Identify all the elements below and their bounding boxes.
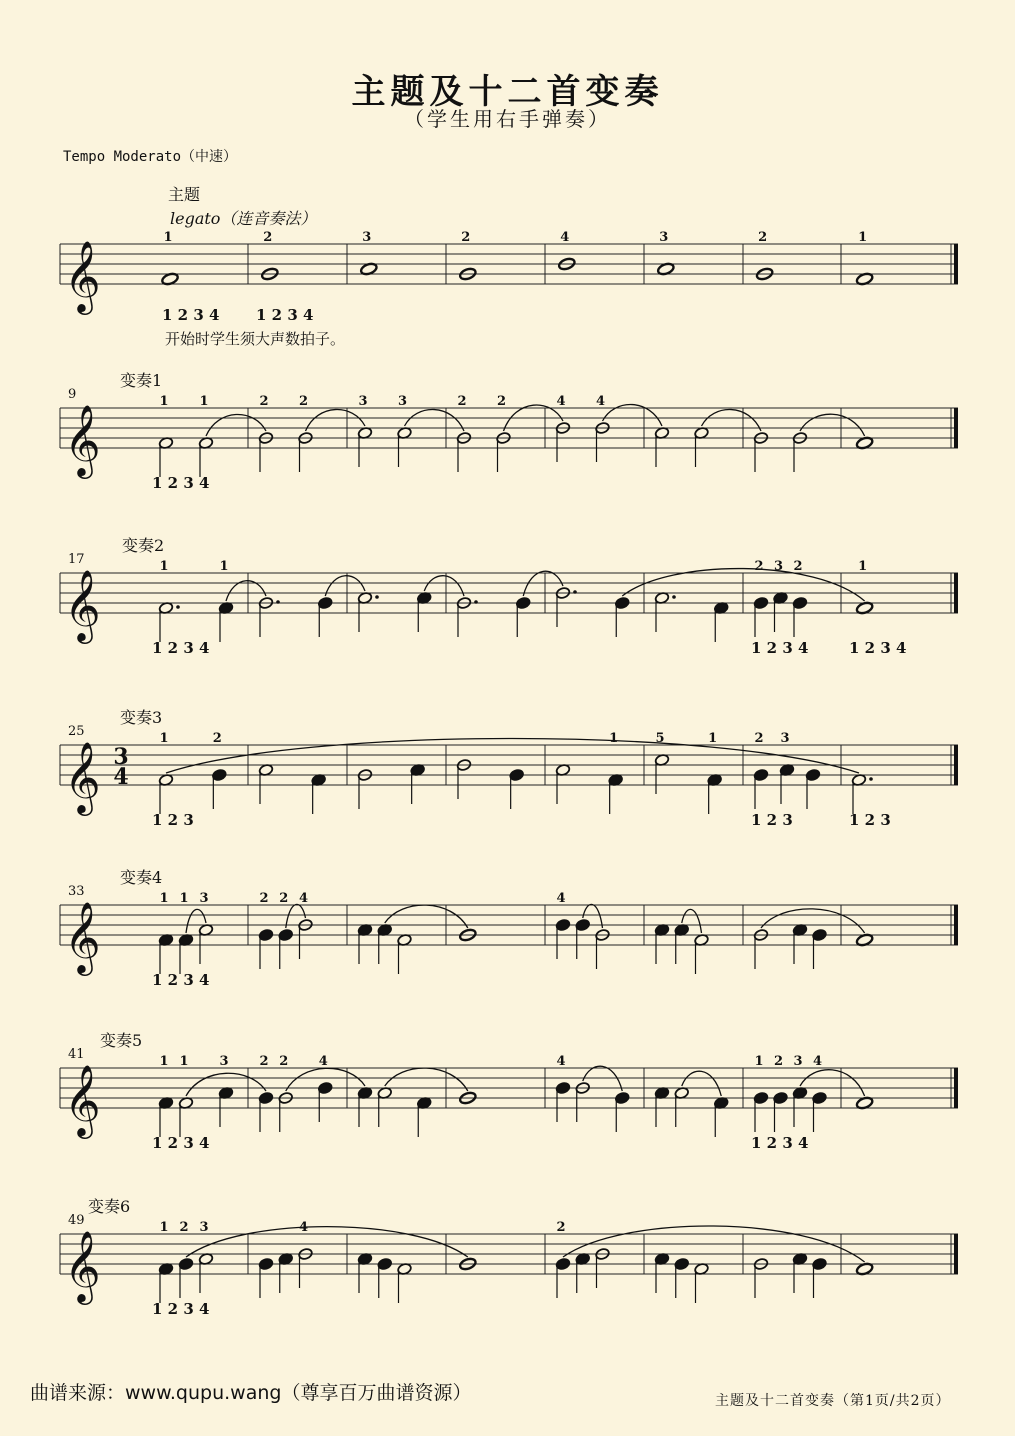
instruction-text: 开始时学生须大声数拍子。 bbox=[165, 330, 346, 348]
variation-label: 变奏3 bbox=[120, 708, 163, 727]
variation-label: 变奏4 bbox=[120, 868, 163, 887]
quarter-note bbox=[753, 596, 768, 609]
fingering-number: 3 bbox=[219, 1054, 229, 1069]
fingering-number: 1 bbox=[159, 394, 169, 409]
treble-clef-icon: 𝄞 bbox=[64, 239, 101, 312]
fingering-number: 4 bbox=[560, 230, 570, 245]
quarter-note bbox=[812, 1257, 827, 1270]
expression-marking: legato（连音奏法） bbox=[170, 209, 317, 228]
beat-count: 1 2 3 4 bbox=[152, 474, 210, 492]
quarter-note bbox=[615, 596, 630, 609]
fingering-number: 2 bbox=[461, 230, 471, 245]
slur bbox=[186, 1227, 468, 1257]
quarter-note bbox=[753, 768, 768, 781]
fingering-number: 2 bbox=[754, 559, 764, 574]
treble-clef-icon: 𝄞 bbox=[64, 1063, 101, 1136]
slur bbox=[800, 1070, 865, 1096]
quarter-note bbox=[377, 1257, 392, 1270]
measure-number: 25 bbox=[68, 724, 85, 739]
fingering-number: 1 bbox=[179, 1054, 189, 1069]
beat-count: 1 2 3 4 bbox=[849, 639, 907, 657]
fingering-number: 1 bbox=[858, 230, 868, 245]
beat-count: 1 2 3 bbox=[751, 811, 793, 829]
quarter-note bbox=[509, 768, 524, 781]
final-bar-thick bbox=[954, 244, 958, 284]
quarter-note bbox=[555, 1257, 570, 1270]
fingering-number: 2 bbox=[793, 559, 803, 574]
fingering-number: 2 bbox=[259, 394, 269, 409]
measure-number: 33 bbox=[68, 884, 85, 899]
fingering-number: 2 bbox=[279, 891, 289, 906]
fingering-number: 1 bbox=[159, 891, 169, 906]
beat-count: 1 2 3 bbox=[849, 811, 891, 829]
quarter-note bbox=[178, 1257, 193, 1270]
treble-clef-icon: 𝄞 bbox=[64, 900, 101, 973]
fingering-number: 2 bbox=[279, 1054, 289, 1069]
fingering-number: 3 bbox=[362, 230, 372, 245]
fingering-number: 2 bbox=[263, 230, 273, 245]
fingering-number: 2 bbox=[259, 1054, 269, 1069]
quarter-note bbox=[555, 918, 570, 931]
fingering-number: 3 bbox=[773, 559, 784, 574]
beat-count: 1 2 3 4 bbox=[152, 1300, 210, 1318]
augmentation-dot bbox=[375, 595, 379, 599]
quarter-note bbox=[753, 1091, 768, 1104]
fingering-number: 1 bbox=[708, 731, 718, 746]
beat-count: 1 2 3 4 bbox=[751, 1134, 809, 1152]
quarter-note bbox=[575, 918, 590, 931]
treble-clef-icon: 𝄞 bbox=[64, 1229, 101, 1302]
fingering-number: 4 bbox=[812, 1054, 823, 1069]
augmentation-dot bbox=[869, 777, 873, 781]
quarter-note bbox=[773, 1091, 788, 1104]
measure-number: 9 bbox=[68, 387, 77, 402]
variation-label: 变奏1 bbox=[120, 371, 163, 390]
quarter-note bbox=[318, 596, 333, 609]
fingering-number: 4 bbox=[556, 394, 566, 409]
fingering-number: 2 bbox=[773, 1054, 784, 1069]
fingering-number: 4 bbox=[318, 1054, 328, 1069]
quarter-note bbox=[674, 1257, 689, 1270]
quarter-note bbox=[812, 928, 827, 941]
augmentation-dot bbox=[276, 600, 280, 604]
fingering-number: 1 bbox=[754, 1054, 764, 1069]
fingering-number: 1 bbox=[159, 559, 169, 574]
final-bar-thick bbox=[954, 408, 958, 448]
fingering-number: 1 bbox=[858, 559, 868, 574]
fingering-number: 3 bbox=[199, 1220, 209, 1235]
fingering-number: 3 bbox=[793, 1054, 803, 1069]
fingering-number: 2 bbox=[212, 731, 222, 746]
beat-count: 1 2 3 4 bbox=[162, 306, 220, 324]
fingering-number: 1 bbox=[179, 891, 189, 906]
final-bar-thick bbox=[954, 1234, 958, 1274]
slur bbox=[186, 909, 206, 933]
variation-label: 主题 bbox=[168, 185, 201, 204]
fingering-number: 1 bbox=[159, 731, 169, 746]
beat-count: 1 2 3 4 bbox=[152, 1134, 210, 1152]
time-signature-bottom: 4 bbox=[113, 764, 129, 790]
variation-label: 变奏6 bbox=[88, 1197, 131, 1216]
fingering-number: 2 bbox=[298, 394, 309, 409]
fingering-number: 4 bbox=[556, 891, 566, 906]
beat-count: 1 2 3 4 bbox=[256, 306, 314, 324]
fingering-number: 2 bbox=[179, 1220, 189, 1235]
page-title: 主题及十二首变奏 bbox=[351, 72, 664, 112]
quarter-note bbox=[792, 596, 807, 609]
measure-number: 17 bbox=[68, 552, 85, 567]
tempo-marking: Tempo Moderato（中速） bbox=[63, 149, 238, 165]
quarter-note bbox=[805, 768, 820, 781]
fingering-number: 4 bbox=[595, 394, 606, 409]
augmentation-dot bbox=[573, 590, 577, 594]
fingering-number: 2 bbox=[556, 1220, 566, 1235]
augmentation-dot bbox=[176, 605, 180, 609]
beat-count: 1 2 3 4 bbox=[152, 639, 210, 657]
quarter-note bbox=[258, 1091, 273, 1104]
fingering-number: 3 bbox=[358, 394, 368, 409]
slur bbox=[286, 904, 306, 928]
treble-clef-icon: 𝄞 bbox=[64, 568, 101, 641]
quarter-note bbox=[258, 1257, 273, 1270]
quarter-note bbox=[318, 1081, 333, 1094]
source-credit: 曲谱来源：www.qupu.wang（尊享百万曲谱资源） bbox=[30, 1382, 472, 1404]
fingering-number: 1 bbox=[159, 1054, 169, 1069]
final-bar-thick bbox=[954, 1068, 958, 1108]
quarter-note bbox=[812, 1091, 827, 1104]
quarter-note bbox=[212, 768, 227, 781]
fingering-number: 2 bbox=[259, 891, 269, 906]
page-subtitle: （学生用右手弹奏） bbox=[404, 107, 611, 131]
quarter-note bbox=[615, 1091, 630, 1104]
treble-clef-icon: 𝄞 bbox=[64, 403, 101, 476]
augmentation-dot bbox=[474, 600, 478, 604]
fingering-number: 2 bbox=[754, 731, 764, 746]
fingering-number: 3 bbox=[659, 230, 669, 245]
beat-count: 1 2 3 4 bbox=[152, 971, 210, 989]
final-bar-thick bbox=[954, 905, 958, 945]
fingering-number: 1 bbox=[199, 394, 209, 409]
treble-clef-icon: 𝄞 bbox=[64, 740, 101, 813]
fingering-number: 1 bbox=[163, 230, 173, 245]
fingering-number: 1 bbox=[609, 731, 619, 746]
final-bar-thick bbox=[954, 745, 958, 785]
fingering-number: 4 bbox=[298, 891, 309, 906]
slur bbox=[226, 581, 266, 601]
beat-count: 1 2 3 4 bbox=[751, 639, 809, 657]
measure-number: 41 bbox=[68, 1047, 85, 1062]
fingering-number: 2 bbox=[496, 394, 507, 409]
slur bbox=[800, 414, 865, 436]
quarter-note bbox=[555, 1081, 570, 1094]
fingering-number: 1 bbox=[219, 559, 229, 574]
page-info: 主题及十二首变奏（第1页/共2页） bbox=[715, 1393, 951, 1409]
fingering-number: 4 bbox=[556, 1054, 566, 1069]
fingering-number: 2 bbox=[457, 394, 467, 409]
quarter-note bbox=[516, 596, 531, 609]
variation-label: 变奏5 bbox=[100, 1031, 143, 1050]
augmentation-dot bbox=[672, 595, 676, 599]
time-signature-top: 3 bbox=[113, 744, 129, 770]
quarter-note bbox=[278, 928, 293, 941]
slur bbox=[761, 909, 865, 933]
variation-label: 变奏2 bbox=[122, 536, 165, 555]
fingering-number: 5 bbox=[655, 731, 665, 746]
fingering-number: 1 bbox=[159, 1220, 169, 1235]
fingering-number: 3 bbox=[780, 731, 790, 746]
fingering-number: 3 bbox=[199, 891, 209, 906]
final-bar-thick bbox=[954, 573, 958, 613]
fingering-number: 4 bbox=[298, 1220, 309, 1235]
fingering-number: 3 bbox=[397, 394, 408, 409]
measure-number: 49 bbox=[68, 1213, 85, 1228]
beat-count: 1 2 3 bbox=[152, 811, 194, 829]
fingering-number: 2 bbox=[758, 230, 768, 245]
quarter-note bbox=[258, 928, 273, 941]
